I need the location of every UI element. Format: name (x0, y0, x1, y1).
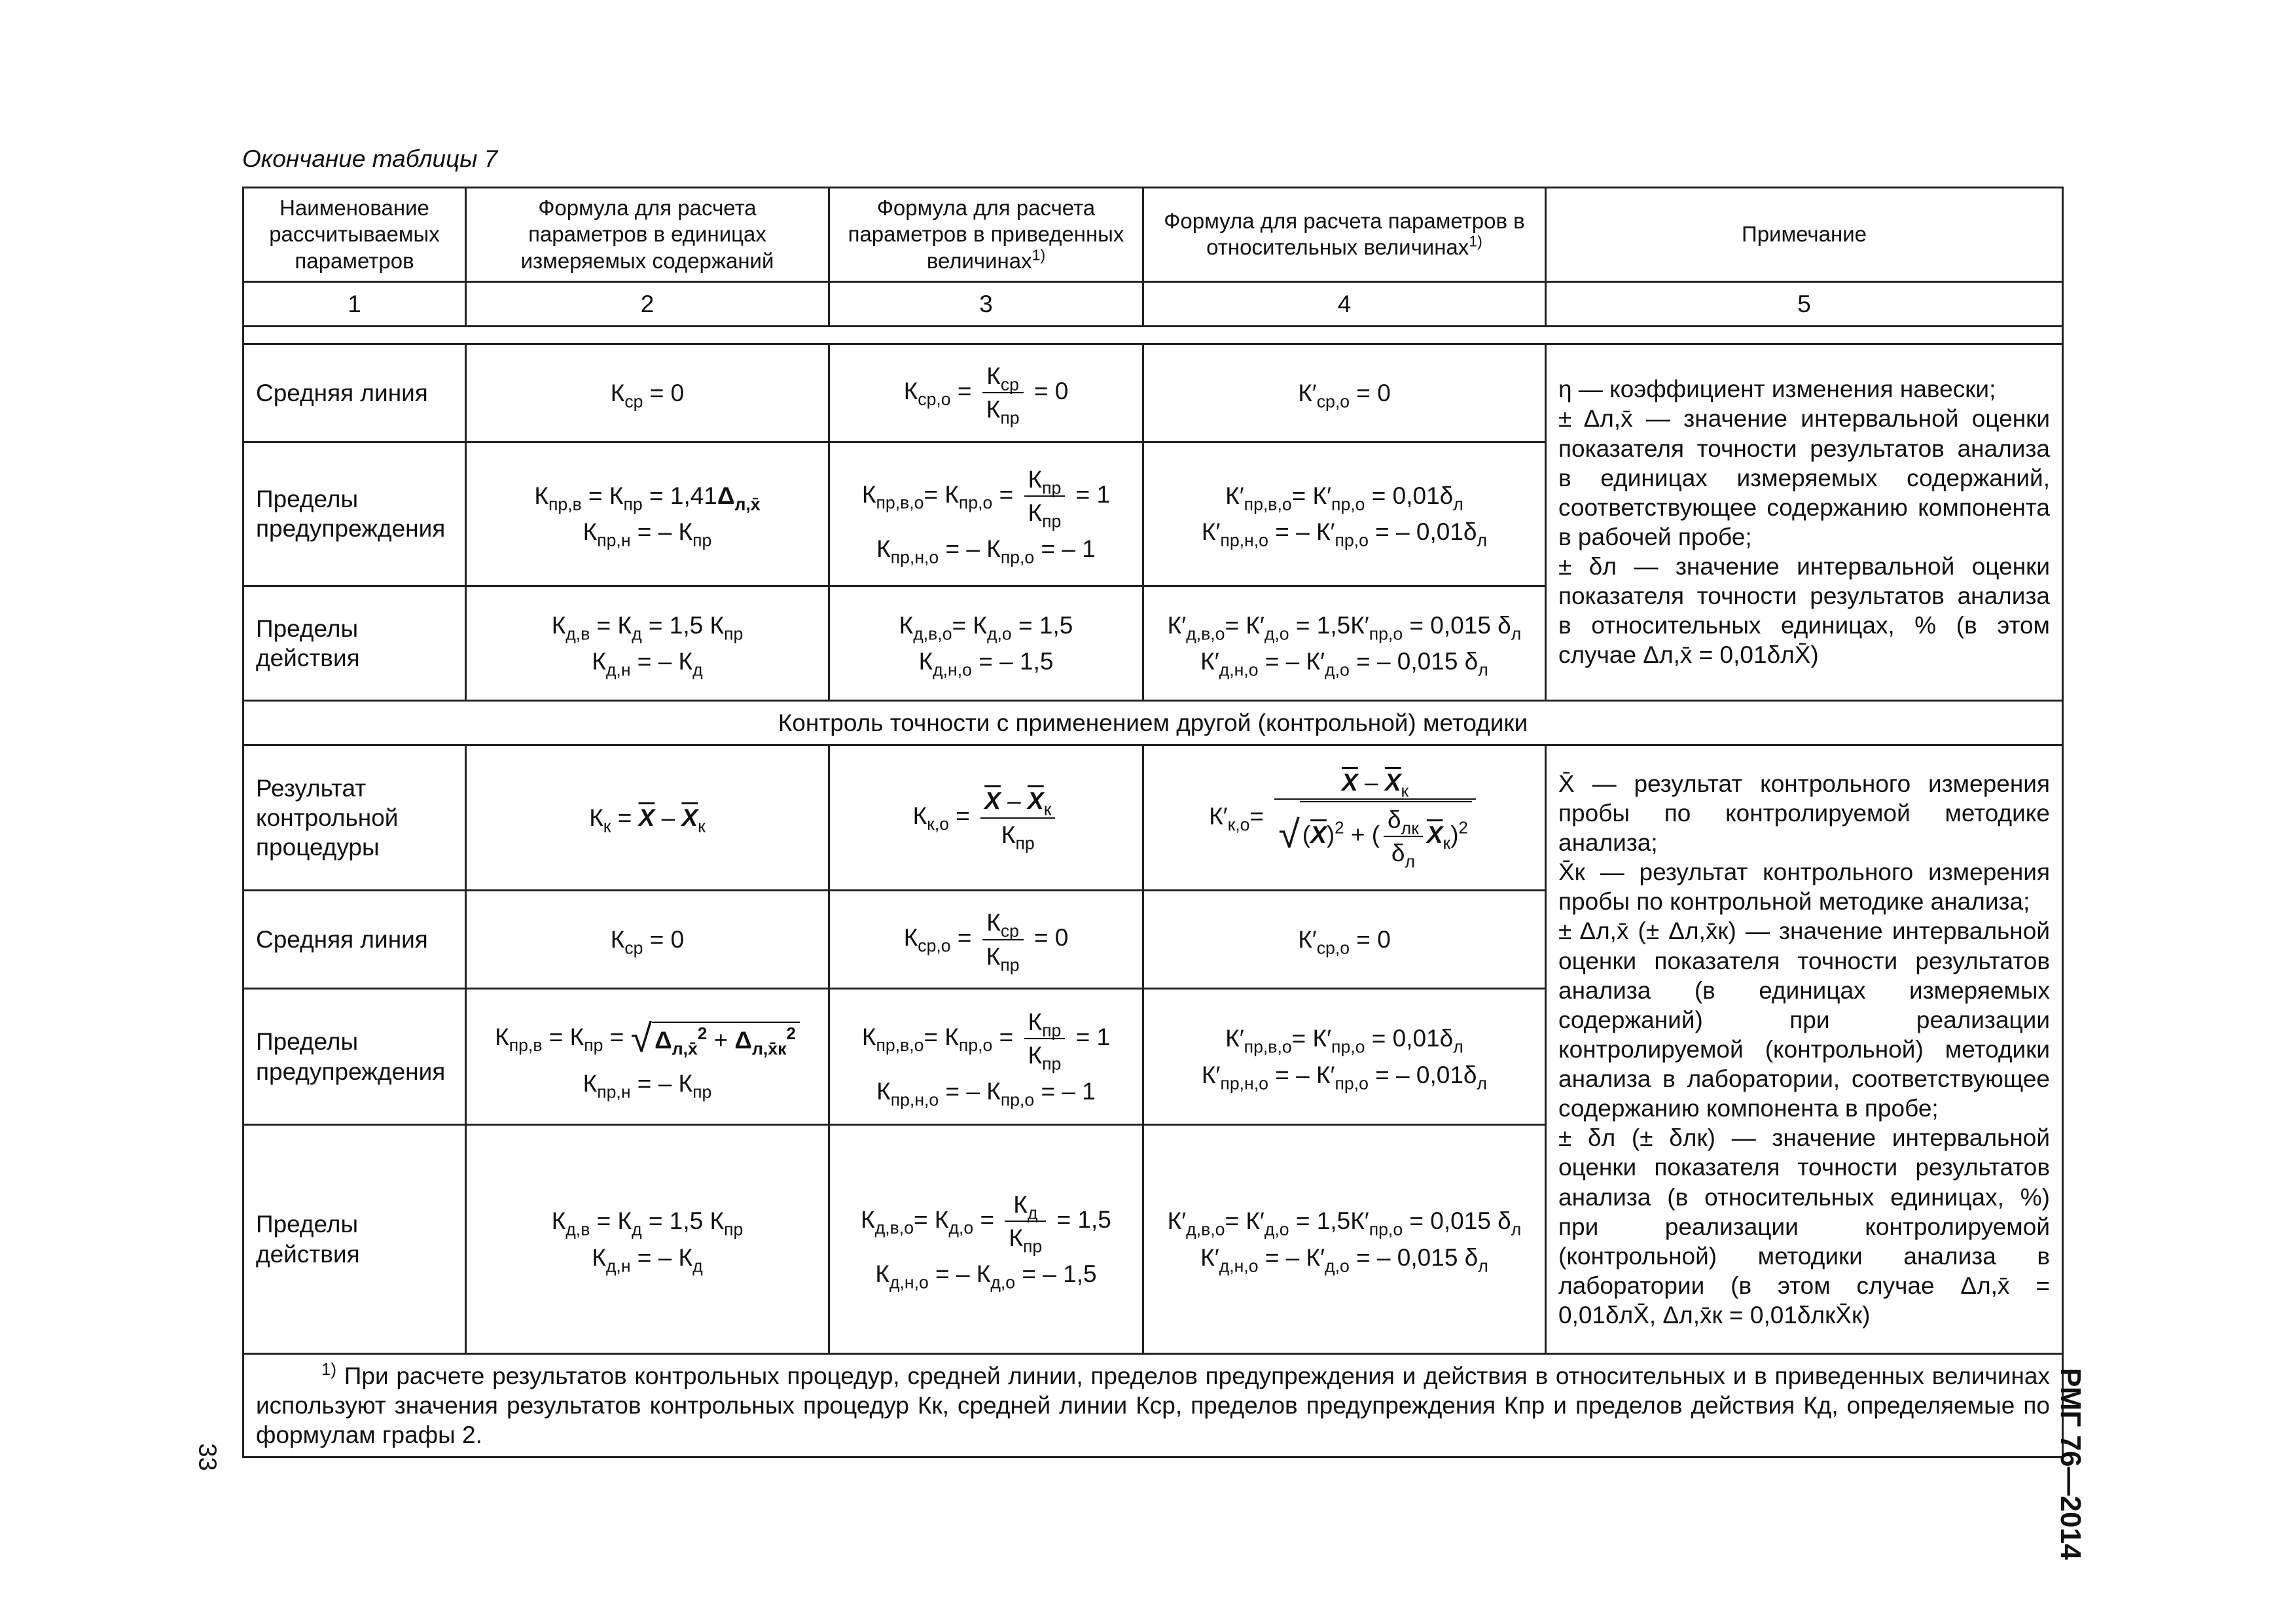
footnote-text: При расчете результатов контрольных процедур, средней линии, пределов предупреждения и действия в относительных и в приведенных величинах используют значения результатов контрольных процедур Кк, средней линии Кср, пределов предупреждения Кпр и пределов действия Кд, определяемые по формулам графы 2. (256, 1363, 2051, 1449)
formula-cell: $К_{д,в,о}= К_{д,о}$ = $\frac{К_д}{К_{пр}}$ = 1,5 $К_{д,н,о}$ = – $К_{д,о}$ = – 1,5 (829, 1125, 1143, 1354)
param-name: Средняя линия (243, 891, 466, 989)
control-formulas-table (242, 187, 2064, 1458)
col-number: 2 (466, 281, 829, 326)
col-number: 4 (1143, 281, 1546, 326)
formula-cell: $К_{пр,в,о}= К_{пр,о}$ = $\frac{К_{пр}}{К_{пр}}$ = 1 $К_{пр,н,о}$ = – $К_{пр,о}$ = – 1 (829, 989, 1143, 1125)
note-cell: η — коэффициент изменения навески; ± Δл,x̄ — значение интервальной оценки показателя точности результатов анализа в единицах измеряемых содержаний, соответствующее содержанию компонента в рабочей пробе; ± δл — значение интервальной оценки показателя точности результатов анализа в относительных единицах, % (в этом случае Δл,x̄ = 0,01δлX̄) (1546, 344, 2063, 700)
formula-cell: $К'_{пр,в,о}= К'_{пр,о} = 0,01\delta_л$ $К'_{пр,н,о}$ = – $К'_{пр,о}$ = – $0,01\delta_л$ (1143, 442, 1546, 586)
formula-cell: $К_{пр,в} = К_{пр} = 1,41\Delta_{л,x̄}$ $К_{пр,н}$ = – $К_{пр}$ (466, 442, 829, 586)
param-name: Пределы действия (243, 1125, 466, 1354)
header-col-4: Формула для расчета параметров в относительных величинах$^{1)}$ (1143, 188, 1546, 282)
formula-cell: $К'_{к,о}=$ $\overline{X} - \overline{X}_к$ √ $(\overline{X})^2$ + ( $\frac{\delta_{лк}}{\delta_л}$ $\overline{X}_к)^2$ (1143, 745, 1546, 891)
page-number: 33 (193, 1443, 221, 1471)
col-number: 3 (829, 281, 1143, 326)
param-name: Результат контрольной процедуры (243, 745, 466, 891)
formula-cell: $К_к = \overline{X} - \overline{X}_к$ (466, 745, 829, 891)
header-col-2: Формула для расчета параметров в единицах измеряемых содержаний (466, 188, 829, 282)
section-row (243, 700, 2063, 745)
header-col-5: Примечание (1546, 188, 2063, 282)
footnote (243, 1354, 2063, 1457)
param-name: Средняя линия (243, 344, 466, 442)
formula-cell: $К_{к,о}$ = $\frac{\overline{X} - \overline{X}_к}{К_{пр}}$ (829, 745, 1143, 891)
formula-cell: $К_{ср} = 0$ (466, 344, 829, 442)
formula-cell: $К_{ср,о}$ = $\frac{К_{ср}}{К_{пр}}$ = 0 (829, 891, 1143, 989)
header-col-1: Наименование рассчитываемых параметров (243, 188, 466, 282)
table-row (243, 745, 2063, 891)
col-number: 5 (1546, 281, 2063, 326)
formula-cell: $К'_{ср,о} = 0$ (1143, 344, 1546, 442)
formula-cell: $К_{ср} = 0$ (466, 891, 829, 989)
footnote-ref: 1) (1031, 245, 1046, 263)
footnote-ref: 1) (1469, 232, 1482, 250)
col-number: 1 (243, 281, 466, 326)
separator-row (243, 326, 2063, 344)
table-caption: Окончание таблицы 7 (242, 145, 498, 172)
formula-cell: $К'_{д,в,о}= К'_{д,о} = 1,5К'_{пр,о} = 0,015$ $\delta_л$ $К'_{д,н,о}$ = – $К'_{д,о}$ = – 0,015 $\delta_л$ (1143, 1125, 1546, 1354)
note-cell: X̄ — результат контрольного измерения пробы по контролируемой методике анализа; X̄к — результат контрольного измерения пробы по контрольной методике анализа; ± Δл,x̄ (± Δл,x̄к) — значение интервальной оценки показателя точности результатов анализа (в единицах измеряемых содержаний) при реализации контролируемой (контрольной) методики анализа в лаборатории, соответствующее содержанию компонента в пробе; ± δл (± δлк) — значение интервальной оценки показателя точности результатов анализа (в относительных единицах, %) при реализации контролируемой (контрольной) методики анализа в лаборатории (в этом случае Δл,x̄ = 0,01δлX̄, Δл,x̄к = 0,01δлкX̄к) (1546, 745, 2063, 1354)
formula-cell: $К_{д,в} = К_д = 1,5$ $К_{пр}$ $К_{д,н}$ = – $К_д$ (466, 1125, 829, 1354)
document-code: РМГ 76—2014 (2054, 1368, 2087, 1560)
formula-cell: $К_{д,в} = К_д = 1,5$ $К_{пр}$ $К_{д,н}$ = – $К_д$ (466, 586, 829, 700)
column-number-row (243, 281, 2063, 326)
formula-cell: $К'_{пр,в,о}= К'_{пр,о} = 0,01\delta_л$ $К'_{пр,н,о}$ = – $К'_{пр,о}$ = – $0,01\delta_л$ (1143, 989, 1546, 1125)
header-row (243, 188, 2063, 282)
footnote-mark: 1) (321, 1360, 337, 1379)
formula-cell: $К_{ср,о}$ = $\frac{К_{ср}}{К_{пр}}$ = 0 (829, 344, 1143, 442)
section-title: Контроль точности с применением другой (контрольной) методики (243, 700, 2063, 745)
formula-cell: $К_{пр,в,о}= К_{пр,о}$ = $\frac{К_{пр}}{К_{пр}}$ = 1 $К_{пр,н,о}$ = – $К_{пр,о}$ = – 1 (829, 442, 1143, 586)
formula-cell: $К_{д,в,о}= К_{д,о} = 1,5$ $К_{д,н,о}$ = – 1,5 (829, 586, 1143, 700)
formula-cell: $К_{пр,в} = К_{пр}$ = √ $\Delta_{л,x̄}^2 + \Delta_{л,x̄к}^2$ $К_{пр,н}$ = – $К_{пр}$ (466, 989, 829, 1125)
footnote-row (243, 1354, 2063, 1457)
table-row (243, 344, 2063, 442)
header-col-3: Формула для расчета параметров в приведенных величинах$^{1)}$ (829, 188, 1143, 282)
formula-cell: $К'_{ср,о} = 0$ (1143, 891, 1546, 989)
param-name: Пределы предупреждения (243, 442, 466, 586)
formula-cell: $К'_{д,в,о}= К'_{д,о} = 1,5К'_{пр,о} = 0,015$ $\delta_л$ $К'_{д,н,о}$ = – $К'_{д,о}$ = – 0,015 $\delta_л$ (1143, 586, 1546, 700)
param-name: Пределы предупреждения (243, 989, 466, 1125)
param-name: Пределы действия (243, 586, 466, 700)
